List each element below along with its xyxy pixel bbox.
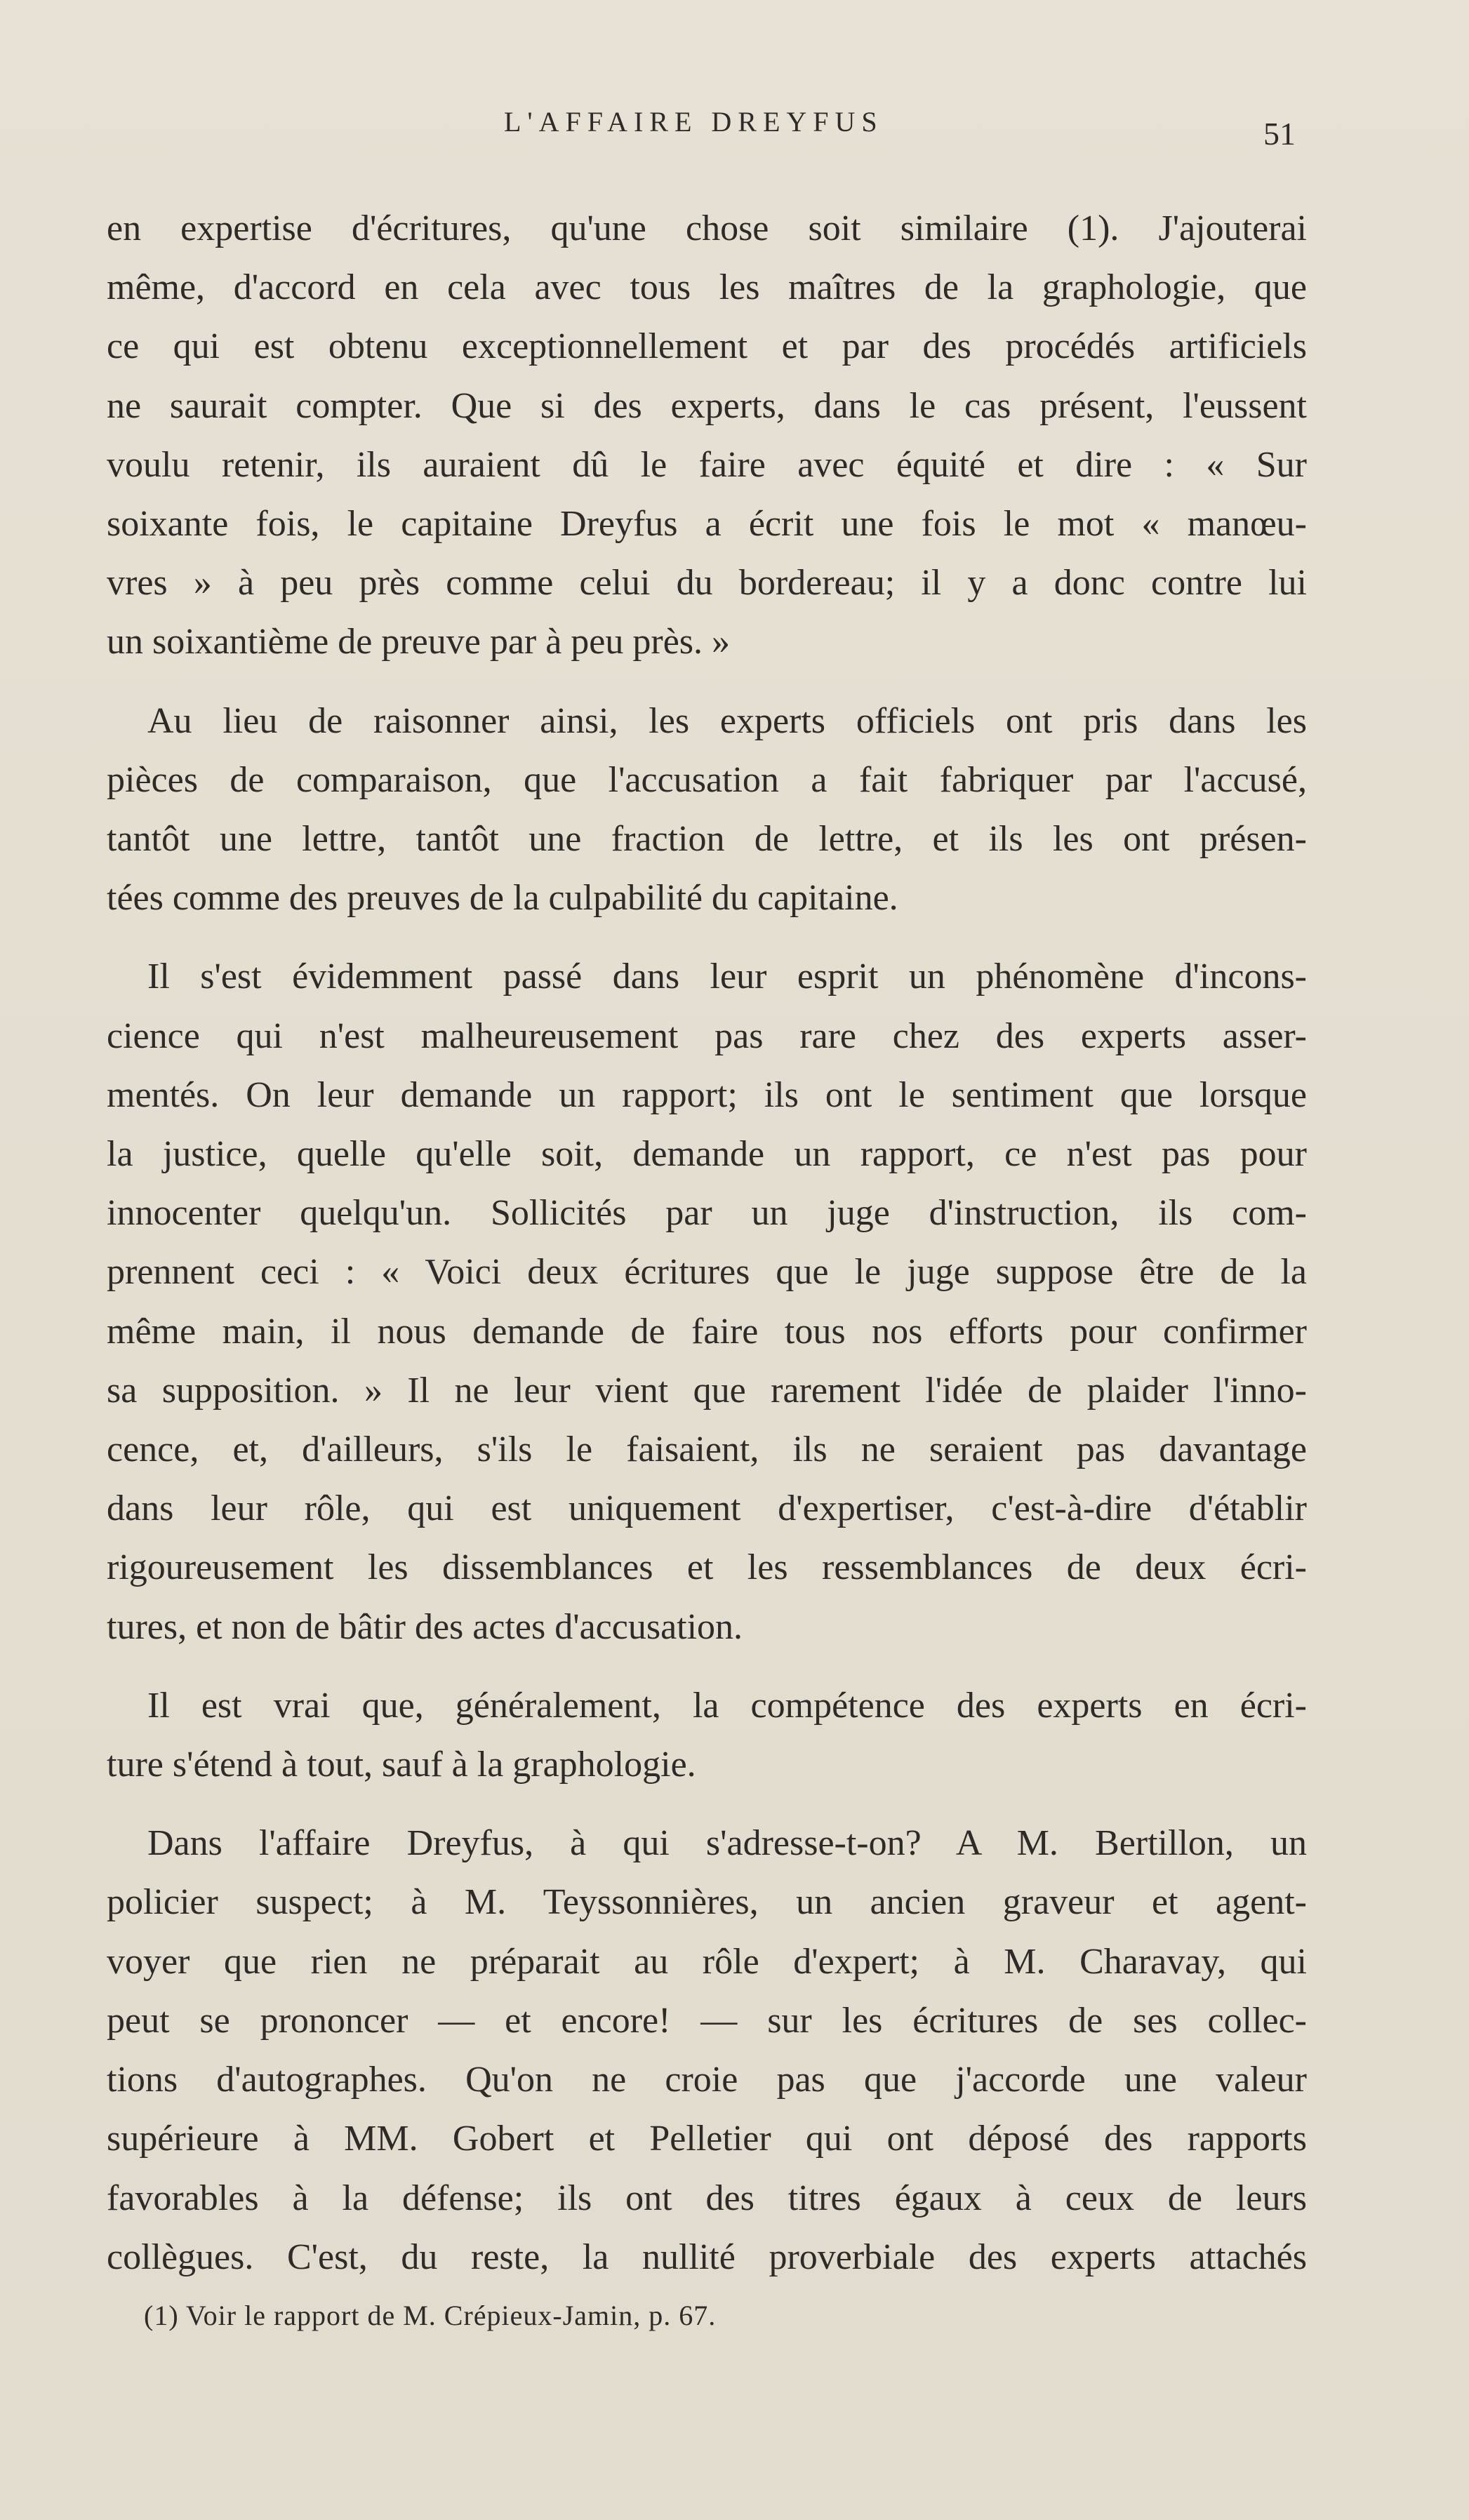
running-head-title: L'AFFAIRE DREYFUS xyxy=(504,106,884,138)
paragraph-4 xyxy=(107,1676,1307,1794)
text-line: prennent ceci : « Voici deux écritures que le juge suppose être de la xyxy=(107,1252,1307,1293)
paragraph-2 xyxy=(107,692,1307,928)
text-line: cience qui n'est malheureusement pas rare chez des experts asser- xyxy=(107,1015,1307,1056)
text-line: supérieure à MM. Gobert et Pelletier qui ont déposé des rapports xyxy=(107,2119,1307,2159)
text-line: ce qui est obtenu exceptionnellement et par des procédés artificiels xyxy=(107,326,1307,367)
text-line: ture s'étend à tout, sauf à la graphologie. xyxy=(107,1745,696,1785)
text-line: un soixantième de preuve par à peu près. » xyxy=(107,622,731,662)
text-line: pièces de comparaison, que l'accusation a fait fabriquer par l'accusé, xyxy=(107,759,1307,800)
text-line: en expertise d'écritures, qu'une chose soit similaire (1). J'ajouterai xyxy=(107,208,1307,248)
text-line: policier suspect; à M. Teyssonnières, un ancien graveur et agent- xyxy=(107,1882,1307,1923)
text-line: ne saurait compter. Que si des experts, dans le cas présent, l'eussent xyxy=(107,385,1307,426)
text-line: voulu retenir, ils auraient dû le faire avec équité et dire : « Sur xyxy=(107,444,1307,485)
body-text xyxy=(107,199,1307,2287)
text-line: même main, il nous demande de faire tous nos efforts pour confirmer xyxy=(107,1311,1307,1352)
page-number: 51 xyxy=(1263,116,1296,152)
text-line: tures, et non de bâtir des actes d'accusation. xyxy=(107,1606,743,1647)
text-line: Dans l'affaire Dreyfus, à qui s'adresse-t-on? A M. Bertillon, un xyxy=(147,1823,1307,1864)
text-line: cence, et, d'ailleurs, s'ils le faisaient, ils ne seraient pas davantage xyxy=(107,1429,1307,1470)
text-line: même, d'accord en cela avec tous les maîtres de la graphologie, que xyxy=(107,267,1307,308)
text-line: vres » à peu près comme celui du bordereau; il y a donc contre lui xyxy=(107,563,1307,604)
text-line: Au lieu de raisonner ainsi, les experts officiels ont pris dans les xyxy=(147,700,1307,741)
paragraph-3 xyxy=(107,947,1307,1656)
text-line: mentés. On leur demande un rapport; ils ont le sentiment que lorsque xyxy=(107,1074,1307,1115)
text-line: innocenter quelqu'un. Sollicités par un juge d'instruction, ils com- xyxy=(107,1193,1307,1234)
text-line: voyer que rien ne préparait au rôle d'expert; à M. Charavay, qui xyxy=(107,1941,1307,1982)
text-line: tantôt une lettre, tantôt une fraction de lettre, et ils les ont présen- xyxy=(107,819,1307,860)
text-line: tions d'autographes. Qu'on ne croie pas que j'accorde une valeur xyxy=(107,2060,1307,2100)
text-line: rigoureusement les dissemblances et les ressemblances de deux écri- xyxy=(107,1547,1307,1588)
text-line: peut se prononcer — et encore! — sur les écritures de ses collec- xyxy=(107,2000,1307,2041)
footnote: (1) Voir le rapport de M. Crépieux-Jamin, p. 67. xyxy=(144,2300,717,2331)
text-line: tées comme des preuves de la culpabilité du capitaine. xyxy=(107,878,898,919)
text-line: dans leur rôle, qui est uniquement d'expertiser, c'est-à-dire d'établir xyxy=(107,1488,1307,1529)
text-line: favorables à la défense; ils ont des titres égaux à ceux de leurs xyxy=(107,2178,1307,2218)
text-line: Il est vrai que, généralement, la compétence des experts en écri- xyxy=(147,1685,1307,1726)
text-line: Il s'est évidemment passé dans leur esprit un phénomène d'incons- xyxy=(147,956,1307,997)
text-line: soixante fois, le capitaine Dreyfus a écrit une fois le mot « manœu- xyxy=(107,504,1307,545)
text-line: sa supposition. » Il ne leur vient que rarement l'idée de plaider l'inno- xyxy=(107,1370,1307,1411)
paragraph-5 xyxy=(107,1814,1307,2287)
text-line: la justice, quelle qu'elle soit, demande un rapport, ce n'est pas pour xyxy=(107,1134,1307,1175)
text-line: collègues. C'est, du reste, la nullité proverbiale des experts attachés xyxy=(107,2236,1307,2277)
paragraph-1 xyxy=(107,199,1307,672)
